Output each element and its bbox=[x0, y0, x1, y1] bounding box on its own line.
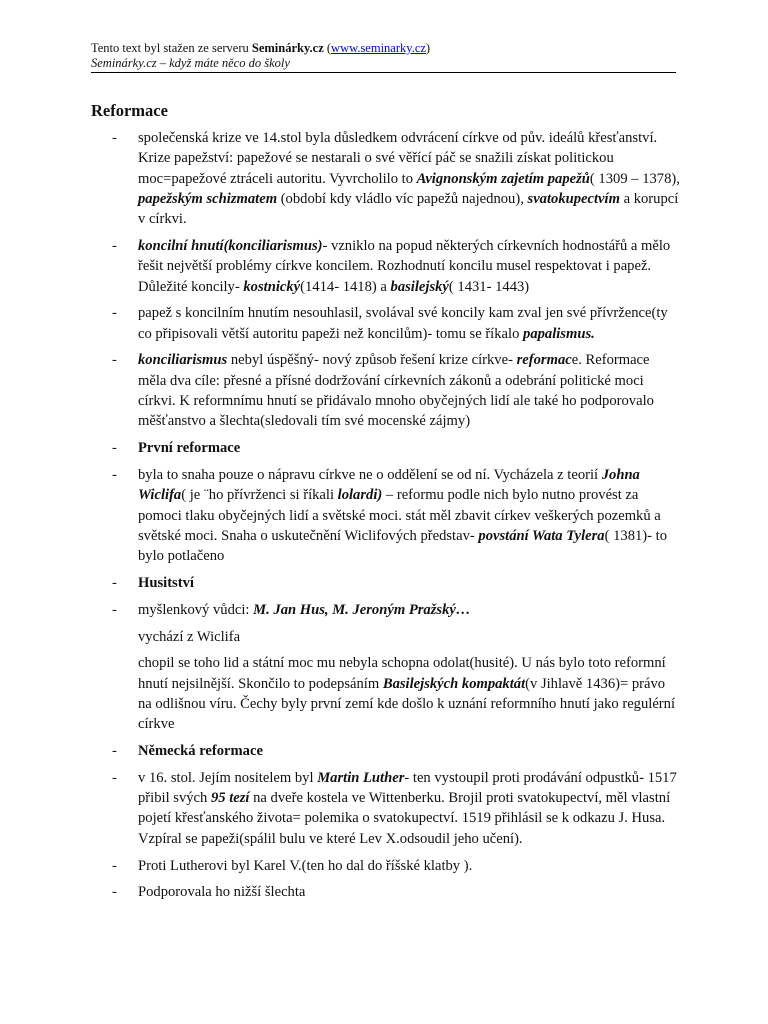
list-item bbox=[91, 350, 681, 431]
header-line-1 bbox=[91, 41, 676, 56]
emphasized-text: 95 tezí bbox=[210, 790, 250, 807]
emphasized-text: Husitství bbox=[138, 574, 194, 591]
text-run: a korupcí v církvi. bbox=[138, 190, 679, 228]
header-site-name: Seminárky.cz bbox=[251, 41, 324, 55]
text-run: společenská krize ve 14.stol byla důsledkem odvrácení církve od pův. ideálů křesťanství. Krize papežství: papežové se nestarali o své věřící páč se snažili získat politickou moc=papežové ztráceli autoritu. Vyvrcholilo to bbox=[138, 130, 658, 187]
emphasized-text: koncilní hnutí(konciliarismus) bbox=[138, 237, 323, 254]
emphasized-text: konciliarismus bbox=[138, 352, 228, 369]
emphasized-text: Německá reformace bbox=[138, 743, 263, 760]
emphasized-text: M. Jan Hus, M. Jeroným Pražský… bbox=[253, 601, 471, 618]
text-run: v 16. stol. Jejím nositelem byl bbox=[138, 769, 318, 786]
emphasized-text: kostnický bbox=[243, 278, 301, 295]
emphasized-text: povstání Wata Tylera bbox=[478, 527, 605, 544]
text-run: - vzniklo na popud některých církevních hodnostářů a mělo řešit největší problémy církve koncilem. Rozhodnutí koncilu musel respektovat i papež. Důležité koncily- bbox=[138, 237, 671, 295]
list-item bbox=[91, 128, 681, 229]
header-tagline: Seminárky.cz – když máte něco do školy bbox=[91, 56, 290, 70]
list-item bbox=[91, 856, 681, 876]
bullet-dash: - bbox=[112, 857, 117, 874]
text-run: byla to snaha pouze o nápravu církve ne o oddělení se od ní. Vycházela z teorií bbox=[138, 466, 602, 483]
bullet-dash: - bbox=[112, 352, 117, 369]
emphasized-text: Martin Luther bbox=[317, 769, 405, 786]
emphasized-text: Johna Wiclifa bbox=[138, 466, 640, 504]
emphasized-text: papežským schizmatem bbox=[138, 190, 278, 207]
list-item bbox=[91, 236, 681, 297]
page-title: Reformace bbox=[91, 101, 168, 120]
list-item bbox=[91, 573, 681, 593]
emphasized-text: svatokupectvím bbox=[527, 190, 620, 207]
bullet-dash: - bbox=[112, 305, 117, 322]
document-body bbox=[91, 128, 681, 909]
list-item bbox=[91, 741, 681, 761]
text-run: vychází z Wiclifa bbox=[138, 628, 241, 645]
page-header bbox=[91, 41, 676, 71]
text-run: nebyl úspěšný- nový způsob řešení krize církve- bbox=[227, 352, 517, 369]
header-line-2 bbox=[91, 56, 676, 71]
list-item bbox=[91, 768, 681, 849]
bullet-dash: - bbox=[112, 769, 117, 786]
text-run: chopil se toho lid a státní moc mu nebyla schopna odolat(husité). U nás bylo toto reformní hnutí nejsilnější. Skončilo to podepsáním bbox=[138, 655, 666, 692]
text-run: (období kdy vládlo víc papežů najednou), bbox=[277, 190, 528, 207]
bullet-dash: - bbox=[112, 884, 117, 901]
text-run: ( je ¨ho přívrženci si říkali bbox=[181, 487, 338, 504]
header-paren-open: ( bbox=[323, 41, 332, 55]
emphasized-text: Basilejských kompaktát bbox=[382, 675, 526, 692]
text-run: ( 1431- 1443) bbox=[448, 278, 530, 295]
header-divider bbox=[91, 72, 676, 73]
list-item bbox=[91, 882, 681, 902]
text-run: na dveře kostela ve Wittenberku. Brojil proti svatokupectví, měl vlastní pojetí křesťanského života= polemika o svatokupectví. 1519 přihlásil se k odkazu J. Husa. Vzpíral se papeži(spálil bulu ve které Lev X.odsoudil jeho učení). bbox=[138, 790, 671, 847]
bullet-dash: - bbox=[112, 237, 117, 254]
bullet-dash: - bbox=[112, 574, 117, 591]
header-site-link[interactable]: www.seminarky.cz bbox=[331, 41, 426, 55]
text-run: (v Jihlavě 1436)= právo na odlišnou víru. Čechy byly první zemí kde došlo k uznání reformního hnutí jako regulérní církve bbox=[138, 675, 676, 733]
text-run: (1414- 1418) a bbox=[300, 278, 391, 295]
bullet-dash: - bbox=[112, 601, 117, 618]
paragraph bbox=[91, 627, 681, 647]
text-run: Proti Lutherovi byl Karel V.(ten ho dal do říšské klatby ). bbox=[138, 857, 473, 874]
list-item bbox=[91, 303, 681, 344]
text-run: myšlenkový vůdci: bbox=[138, 601, 254, 618]
list-item bbox=[91, 465, 681, 566]
emphasized-text: lolardi) bbox=[337, 487, 383, 504]
bullet-dash: - bbox=[112, 466, 117, 483]
emphasized-text: papalismus. bbox=[523, 325, 595, 342]
emphasized-text: Avignonským zajetím papežů bbox=[416, 170, 590, 187]
text-run: e. Reformace měla dva cíle: přesné a přísné dodržování církevních zákonů a odebrání politické moci církvi. K reformnímu hnutí se přidávalo mnoho obyčejných lidí ale také ho podporovalo měšťanstvo a šlechta(sledovali tím své mocenské zájmy) bbox=[138, 352, 654, 430]
text-run: ( 1381)- to bylo potlačeno bbox=[138, 527, 668, 565]
bullet-dash: - bbox=[112, 130, 117, 146]
text-run: papež s koncilním hnutím nesouhlasil, svolával své koncily kam zval jen své přívržence(ty co připisovali větší autoritu papeži než koncilům)- tomu se říkalo bbox=[138, 305, 668, 342]
text-run: ( 1309 – 1378), bbox=[589, 170, 680, 187]
paragraph bbox=[91, 653, 681, 734]
bullet-dash: - bbox=[112, 440, 117, 457]
text-run: – reformu podle nich bylo nutno provést za pomoci tlaku obyčejných lidí a světské moci. stát měl zbavit církev veškerých pozemků a světské moci. Snaha o uskutečnění Wiclifových představ- bbox=[138, 487, 661, 544]
text-run: Podporovala ho nižší šlechta bbox=[138, 884, 306, 901]
emphasized-text: reformac bbox=[516, 352, 572, 369]
header-prefix: Tento text byl stažen ze serveru bbox=[91, 41, 252, 55]
bullet-dash: - bbox=[112, 743, 117, 760]
emphasized-text: basilejský bbox=[390, 278, 449, 295]
emphasized-text: První reformace bbox=[138, 440, 241, 457]
text-run: - ten vystoupil proti prodávání odpustků- 1517 přibil svých bbox=[138, 769, 677, 807]
header-paren-close: ) bbox=[425, 41, 431, 55]
list-item bbox=[91, 438, 681, 458]
list-item bbox=[91, 600, 681, 620]
